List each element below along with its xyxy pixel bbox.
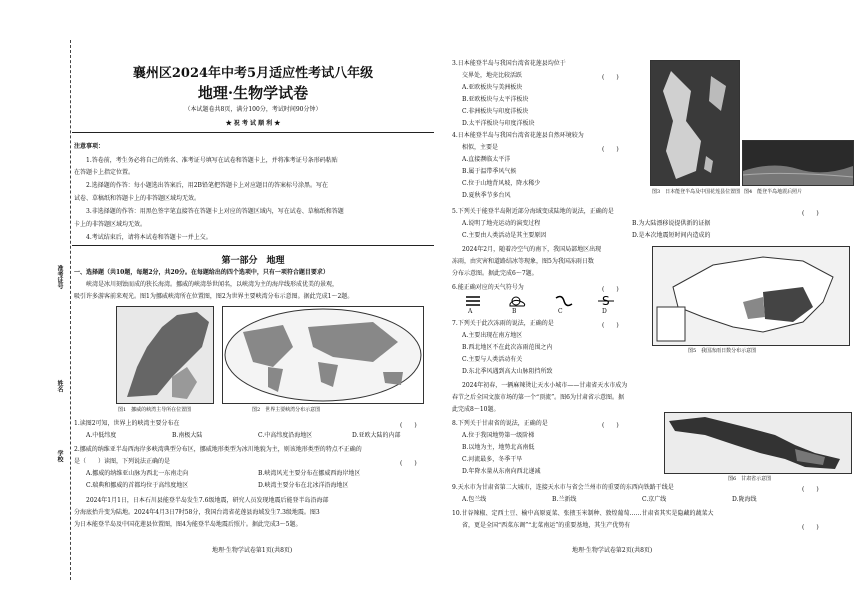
part1-heading: 第一部分 地理 xyxy=(221,256,285,266)
question-5: 5.下列关于能登半岛附近部分海域变成陆地的说法，正确的是 xyxy=(452,208,614,215)
svg-text:S: S xyxy=(602,294,610,308)
notice-line: 在答题卡上指定位置。 xyxy=(74,169,135,176)
figure-3-map xyxy=(650,60,740,186)
sandstorm-symbol-icon xyxy=(556,297,572,306)
option: A.主要出现在南方地区 xyxy=(462,332,523,339)
option: C.河流最多，冬季干旱 xyxy=(462,456,523,463)
question-9: 9.天水市为甘肃省第二大城市，连接天水市与省会兰州市的重要的东西向铁路干线是 xyxy=(452,484,674,491)
option: D.亚欧大陆的内部 xyxy=(352,432,401,439)
japan-taiwan-map-icon xyxy=(651,61,739,185)
exam-info: （本试题卷共8页，满分100分，考试时间90分钟） xyxy=(184,106,322,113)
question-2: 2.挪威的纳维亚半岛西海岸多峡湾典型分布区，挪威地形类型为冰川地貌为主，则该地形类型的特点不正确的 xyxy=(74,446,362,453)
school-label: 学校 xyxy=(56,450,63,462)
question-2: 是（ ）读图，下列说法正确的是 xyxy=(74,458,171,465)
answer-bracket: ( ) xyxy=(400,422,417,429)
answer-bracket: ( ) xyxy=(602,146,619,153)
figure-6-caption: 图6 甘肃省示意图 xyxy=(728,476,772,482)
figure-1-map xyxy=(116,306,214,404)
answer-bracket: ( ) xyxy=(602,286,619,293)
weather-symbols xyxy=(464,294,624,316)
figure-4-photo xyxy=(742,140,854,186)
option: B.亚欧板块与太平洋板块 xyxy=(462,96,529,103)
option: D.峡湾主要分布在北冰洋沿海地区 xyxy=(258,482,349,489)
intro-text: 吸引许多游客前来观光。图1为挪威峡湾所在位置图，图2为世界主要峡湾分布示意图。据此完成1～2题。 xyxy=(74,293,354,300)
intro-text: 峡湾是冰川刻蚀而成的狭长海湾。挪威的峡湾举世闻名，以峡湾为主的海岸线形成优美的景观， xyxy=(86,281,339,288)
question-1: 1.读图2可知，世界上的峡湾主要分布在 xyxy=(74,420,180,427)
option: D.东北季风遇到高大山脉阻挡所致 xyxy=(462,368,553,375)
cloudy-symbol-icon xyxy=(510,297,525,306)
answer-bracket: ( ) xyxy=(602,74,619,81)
option: A.说明了地壳运动的演变过程 xyxy=(462,220,541,227)
option: B.兰新线 xyxy=(552,496,577,503)
answer-bracket: ( ) xyxy=(802,210,819,217)
header-rule xyxy=(72,132,434,133)
option: B.峡湾风光主要分布在挪威西海岸地区 xyxy=(258,470,361,477)
intro-text: 冻雨，由灾害和道路结冰等现象，图5为我国冻雨日数 xyxy=(452,258,594,265)
option: D.年降水量从东南向西北递减 xyxy=(462,468,541,475)
option: D.太平洋板块与印度洋板块 xyxy=(462,120,535,127)
notice-rule xyxy=(72,245,434,246)
question-3: 交界处，地壳比较活跃 xyxy=(462,72,523,79)
option: A.直接濒临太平洋 xyxy=(462,156,511,163)
answer-bracket: ( ) xyxy=(602,322,619,329)
question-10: 省，更是全国“西菜东调”“北菜南运”的重要基地，其生产优势有 xyxy=(462,522,631,529)
intro-text: 分布示意图。据此完成6～7题。 xyxy=(452,270,538,277)
intro-text: 2024年1月1日，日本石川县能登半岛发生7.6级地震，研究人员发现地震后能登半岛沿海部 xyxy=(86,497,329,504)
option: B.南极大陆 xyxy=(172,432,203,439)
intro-text: 为日本能登半岛及中国花莲县位置图，图4为能登半岛地震后照片。据此完成3～5题。 xyxy=(74,521,302,528)
question-6: 6.能正确对应的天气符号为 xyxy=(452,284,524,291)
intro-text: 2024年2月，随着冷空气的南下，我国局部地区出现 xyxy=(462,246,602,253)
name-label: 姓名 xyxy=(56,380,63,392)
earthquake-photo-icon xyxy=(743,141,853,185)
option: A xyxy=(468,308,473,315)
notice-line: 2.选择题的作答：每小题选出答案后，用2B铅笔把答题卡上对应题目的答案标号涂黑。写在 xyxy=(86,182,328,189)
figure-5-caption: 图5 我国冻雨日数分布示意图 xyxy=(688,348,757,354)
option: C.中高纬度沿海地区 xyxy=(258,432,313,439)
figure-2-caption: 图2 世界主要峡湾分布示意图 xyxy=(252,407,321,413)
figure-2-world-map xyxy=(222,306,424,404)
notice-line: 3.非选择题的作答：用黑色签字笔直接答在答题卡上对应的答题区域内，写在试卷、草稿纸和答题 xyxy=(86,208,344,215)
option: B.以地为主，地势北高南低 xyxy=(462,444,535,451)
binding-margin xyxy=(0,0,70,595)
intro-text: 分海底抬升变为陆地。2024年4月3日7时58分，我国台湾省花莲县海域发生7.3级地震。图3 xyxy=(74,509,320,516)
notice-heading: 注意事项： xyxy=(74,143,105,150)
exam-title: 襄州区2024年中考5月适应性考试八年级 xyxy=(132,66,374,81)
option: C.位于山地背风坡，降水稀少 xyxy=(462,180,541,187)
option: B.为大陆漂移说提供新的证据 xyxy=(632,220,711,227)
option: D.是本次地震短时间内造成的 xyxy=(632,232,711,239)
world-map-icon xyxy=(223,307,423,403)
option: C.非洲板块与印度洋板块 xyxy=(462,108,529,115)
intro-text: 春节之后全国文旅市场的第一个“顶流”。图6为甘肃省示意图。据 xyxy=(452,394,624,401)
china-freezing-rain-map-icon xyxy=(653,247,849,345)
option: D.夏秋季节多台风 xyxy=(462,192,511,199)
option: A.亚欧板块与美洲板块 xyxy=(462,84,523,91)
question-4: 相似，主要是 xyxy=(462,144,499,151)
question-8: 8.下列关于甘肃省的说法，正确的是 xyxy=(452,420,548,427)
figure-4-caption: 图4 能登半岛地震后照片 xyxy=(744,189,803,195)
option: D.陇海线 xyxy=(732,496,757,503)
gansu-map-icon xyxy=(665,413,851,473)
option: A.中低纬度 xyxy=(86,432,117,439)
question-10: 10.甘谷辣椒、定西土豆、榆中高原夏菜、张掖玉米制种、敦煌葡萄……甘肃省其实是隐藏的蔬菜大 xyxy=(452,510,714,517)
exam-subtitle: 地理·生物学试卷 xyxy=(197,84,309,102)
option: C.主要由人类活动是其主要原因 xyxy=(462,232,547,239)
notice-line: 试卷、草稿纸和答题卡上的非答题区域均无效。 xyxy=(74,195,201,202)
option: C.主要与人类活动有关 xyxy=(462,356,523,363)
intro-text: 此完成8～10题。 xyxy=(452,406,500,413)
answer-bracket: ( ) xyxy=(802,486,819,493)
answer-bracket: ( ) xyxy=(602,422,619,429)
option: C xyxy=(558,308,563,315)
freezing-rain-symbol-icon xyxy=(466,297,480,305)
figure-1-caption: 图1 挪威的峡湾主导所在位置图 xyxy=(118,407,192,413)
notice-line: 4.考试结束后，请将本试卷和答题卡一并上交。 xyxy=(86,234,212,241)
notice-line: 卡上的非答题区域均无效。 xyxy=(74,221,147,228)
weather-symbol-icons xyxy=(464,294,624,308)
option: B.西北地区不在此次冻雨范围之内 xyxy=(462,344,553,351)
question-3: 3.日本能登半岛与我国台湾省花莲县均位于 xyxy=(452,60,566,67)
option: A.位于我国地势第一级阶梯 xyxy=(462,432,535,439)
page-footer: 地理·生物学试卷第2页(共8页) xyxy=(572,547,653,554)
figure-3-caption: 图3 日本能登半岛及中国花莲县位置图 xyxy=(652,189,741,195)
option: B xyxy=(512,308,517,315)
dust-symbol-icon xyxy=(598,294,614,308)
exam-wish: ★ 祝 考 试 顺 利 ★ xyxy=(225,120,281,127)
figure-5-map xyxy=(652,246,850,346)
option: B.属于温带季风气候 xyxy=(462,168,517,175)
option: A.挪威的纳维亚山脉为西北一东南走向 xyxy=(86,470,189,477)
section-heading: 一、选择题（共10题，每题2分，共20分。在每题给出的四个选项中，只有一项符合题目要求） xyxy=(74,269,329,276)
page-footer: 地理·生物学试卷第1页(共8页) xyxy=(212,547,293,554)
binding-line xyxy=(70,40,71,580)
option: A.包兰线 xyxy=(462,496,487,503)
option: C.瑞典和挪威的首都均位于高纬度地区 xyxy=(86,482,189,489)
intro-text: 2024年初春，一辆麻辣烫让天水小城市——甘肃省天水市成为 xyxy=(462,382,628,389)
answer-bracket: ( ) xyxy=(802,524,819,531)
norway-map-icon xyxy=(117,307,213,403)
option: D xyxy=(602,308,607,315)
option: C.京广线 xyxy=(642,496,667,503)
question-4: 4.日本能登半岛与我国台湾省花莲县自然环境较为 xyxy=(452,132,584,139)
notice-line: 1.答卷前，考生务必将自己的姓名、准考证号填写在试卷和答题卡上，并将准考证号条形码粘贴 xyxy=(86,157,338,164)
question-7: 7.下列关于此次冻雨的说法，正确的是 xyxy=(452,320,554,327)
figure-6-map xyxy=(664,412,852,474)
answer-bracket: ( ) xyxy=(400,460,417,467)
admission-number-label: 准考证号 xyxy=(56,265,63,289)
